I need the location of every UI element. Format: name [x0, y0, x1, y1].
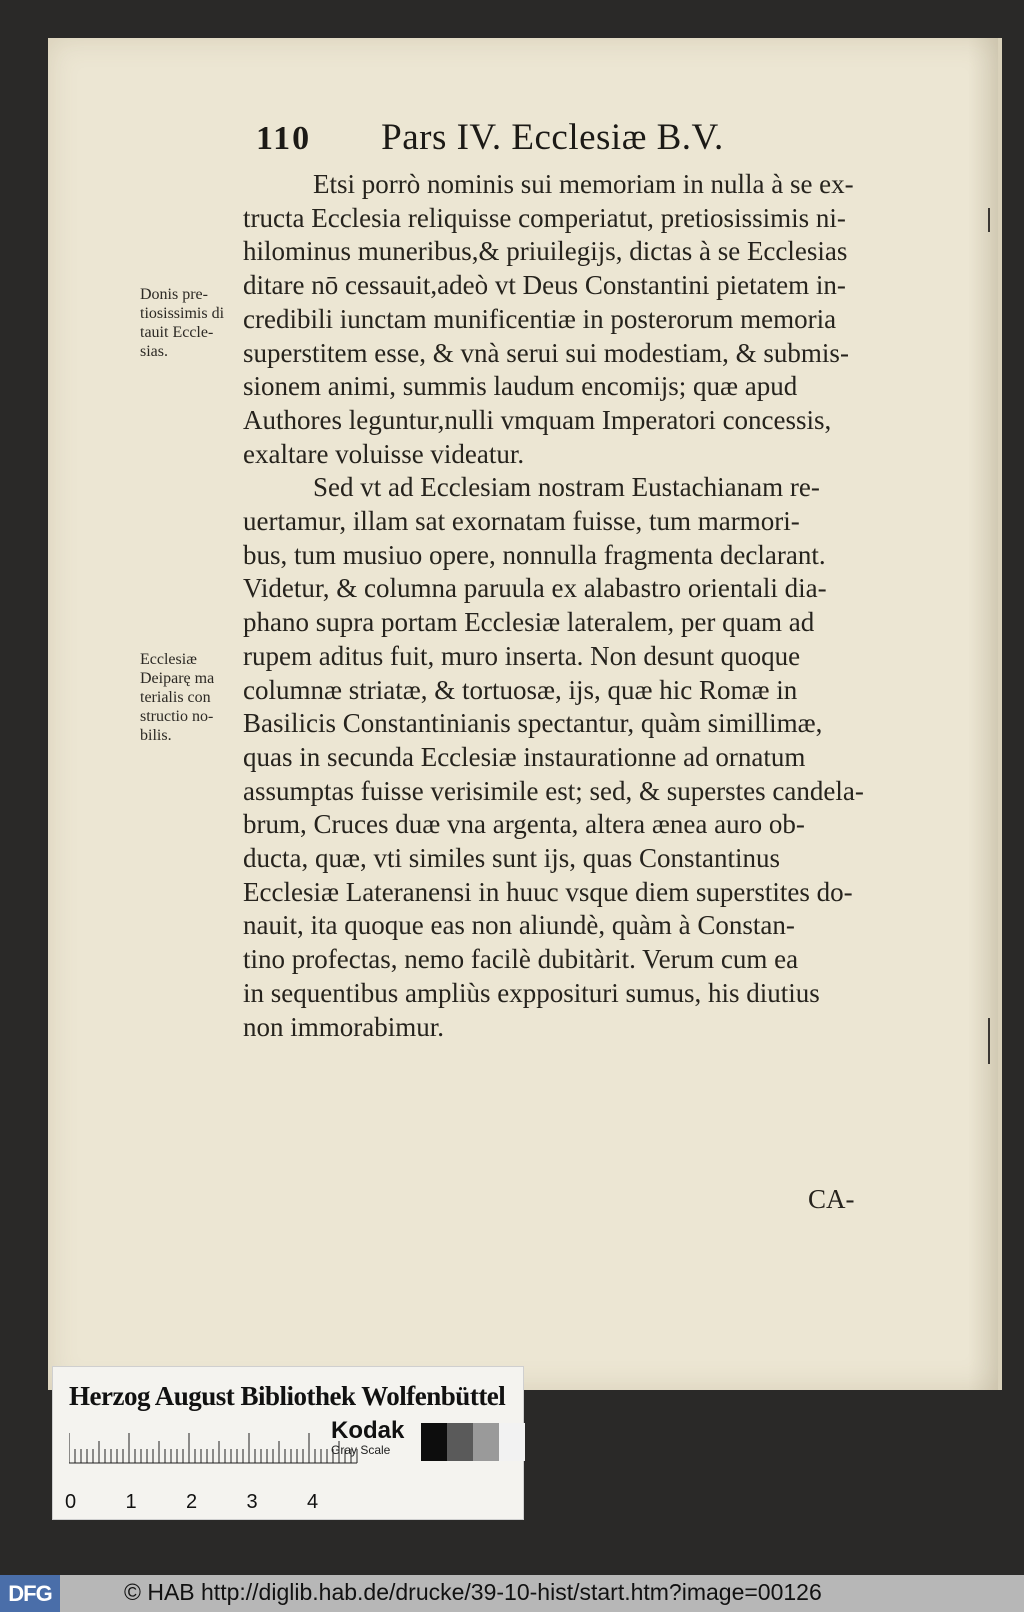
- text-line: Basilicis Constantinianis spectantur, quàm simillimæ,: [243, 708, 823, 739]
- kodak-brand: Kodak: [331, 1417, 405, 1444]
- catchword: CA-: [808, 1184, 855, 1214]
- running-title: Pars IV. Ecclesiæ B.V.: [381, 117, 724, 158]
- margin-note-line: tiosissimis di: [140, 305, 225, 322]
- page-edge: [968, 38, 998, 1390]
- margin-note-line: bilis.: [140, 727, 172, 744]
- book-page: [48, 38, 1002, 1390]
- running-head: [256, 116, 724, 166]
- text-line: brum, Cruces duæ vna argenta, altera ænea auro ob-: [243, 809, 805, 840]
- text-line: tino profectas, nemo facilè dubitàrit. Verum cum ea: [243, 944, 799, 975]
- text-line: Videtur, & columna paruula ex alabastro orientali dia-: [243, 573, 827, 604]
- text-line: credibili iunctam munificentiæ in posterorum memoria: [243, 303, 837, 334]
- gray-scale-label: Gray Scale: [331, 1443, 391, 1457]
- text-line: Sed vt ad Ecclesiam nostram Eustachianam re-: [313, 472, 820, 503]
- text-line: tructa Ecclesia reliquisse comperiatut, pretiosissimis ni-: [243, 202, 846, 233]
- text-line: ditare nō cessauit,adeò vt Deus Constantini pietatem in-: [243, 270, 846, 301]
- body-text: [243, 168, 963, 1044]
- gray-swatch: [447, 1423, 473, 1461]
- text-line: nauit, ita quoque eas non aliundè, quàm à Constan-: [243, 910, 795, 941]
- text-line: bus, tum musiuo opere, nonnulla fragmenta declarant.: [243, 539, 826, 570]
- ruler-digit: 0: [65, 1491, 77, 1513]
- fold-mark: [988, 1018, 990, 1064]
- text-line: assumptas fuisse verisimile est; sed, & superstes candela-: [243, 775, 864, 806]
- gray-scale-swatches: [421, 1423, 525, 1461]
- gray-swatch: [421, 1423, 447, 1461]
- text-line: ducta, quæ, vti similes sunt ijs, quas Constantinus: [243, 843, 781, 874]
- text-line: rupem aditus fuit, muro inserta. Non desunt quoque: [243, 640, 801, 671]
- margin-note-line: tauit Eccle-: [140, 324, 214, 341]
- dfg-logo: DFG: [0, 1575, 60, 1612]
- text-line: exaltare voluisse videatur.: [243, 438, 525, 469]
- text-line: hilominus muneribus,& priuilegijs, dictas à se Ecclesias: [243, 236, 848, 267]
- gray-swatch: [473, 1423, 499, 1461]
- ruler-digit: 1: [125, 1491, 137, 1513]
- fold-mark: [988, 208, 990, 232]
- text-line: quas in secunda Ecclesiæ instaurationne ad ornatum: [243, 741, 806, 772]
- text-line: columnæ striatæ, & tortuosæ, ijs, quæ hic Romæ in: [243, 674, 798, 705]
- margin-note-line: sias.: [140, 343, 168, 360]
- text-line: Etsi porrò nominis sui memoriam in nulla à se ex-: [313, 169, 854, 199]
- text-line: Ecclesiæ Lateranensi in huuc vsque diem superstites do-: [243, 876, 853, 907]
- scale-ruler: [69, 1425, 359, 1465]
- ruler-digit: 4: [307, 1491, 319, 1513]
- source-url[interactable]: © HAB http://diglib.hab.de/drucke/39-10-hist/start.htm?image=00126: [124, 1579, 822, 1605]
- text-line: phano supra portam Ecclesiæ lateralem, per quam ad: [243, 607, 815, 638]
- text-line: Authores leguntur,nulli vmquam Imperatori concessis,: [243, 404, 832, 435]
- gray-swatch: [499, 1423, 525, 1461]
- page-number: 110: [256, 120, 312, 157]
- text-line: superstitem esse, & vnà serui sui modestiam, & submis-: [243, 337, 849, 368]
- kodak-label: [331, 1417, 404, 1457]
- margin-note-ecclesiae: [140, 650, 248, 745]
- margin-note-line: Donis pre-: [140, 286, 208, 303]
- text-line: sionem animi, summis laudum encomijs; quæ apud: [243, 371, 798, 402]
- margin-note-line: terialis con: [140, 689, 211, 706]
- footer-bar: [0, 1575, 1024, 1612]
- text-line: non immorabimur.: [243, 1011, 444, 1042]
- ruler-digits: [65, 1491, 365, 1514]
- margin-note-line: structio no-: [140, 708, 214, 725]
- margin-note-donis: [140, 285, 248, 361]
- margin-note-line: Deiparę ma: [140, 670, 215, 687]
- ruler-digit: 2: [186, 1491, 198, 1513]
- color-calibration-card: [52, 1366, 524, 1520]
- ruler-digit: 3: [246, 1491, 258, 1513]
- margin-note-line: Ecclesiæ: [140, 651, 197, 668]
- text-line: in sequentibus ampliùs expposituri sumus, his diutius: [243, 977, 820, 1008]
- text-line: uertamur, illam sat exornatam fuisse, tum marmori-: [243, 506, 800, 537]
- library-name: Herzog August Bibliothek Wolfenbüttel: [69, 1381, 506, 1411]
